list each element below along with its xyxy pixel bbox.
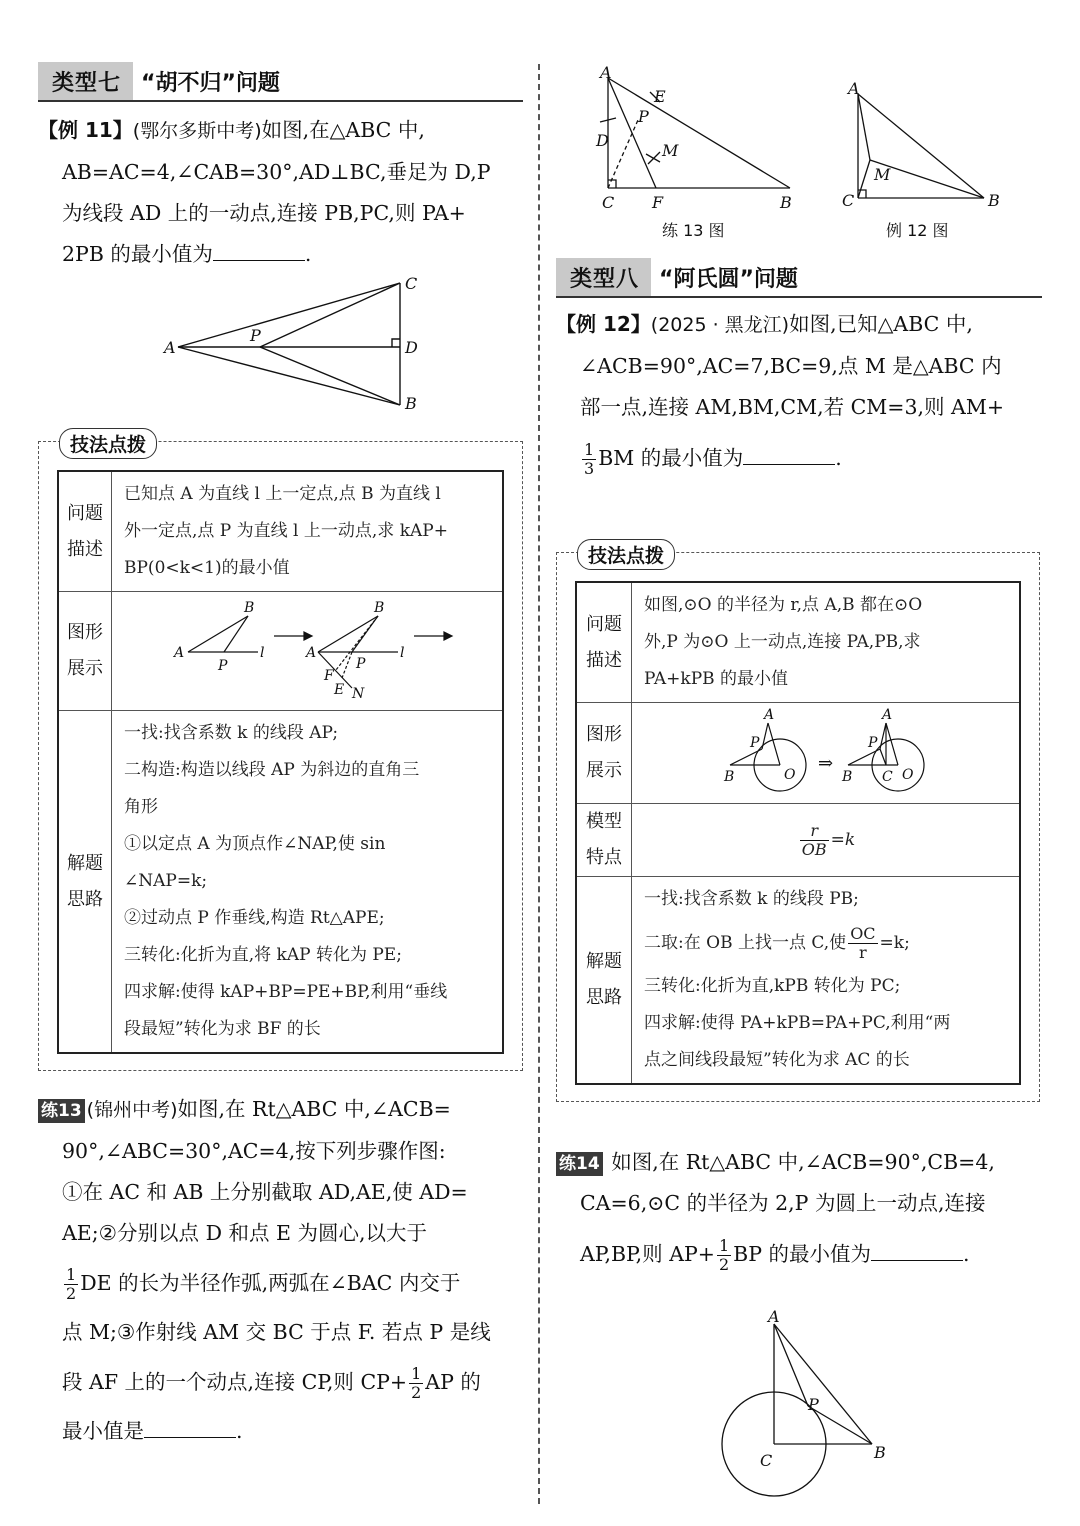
label-M: M xyxy=(662,141,679,160)
row-line: 角形 xyxy=(124,797,158,817)
practice-label: 练14 xyxy=(556,1152,603,1176)
tips-row-figure xyxy=(58,592,503,711)
label-B: B xyxy=(780,193,792,212)
label-C: C xyxy=(760,1451,773,1470)
row-head: 图形展示 xyxy=(576,703,632,804)
tips-row-solution xyxy=(576,877,1020,1085)
label-B: B xyxy=(724,769,735,785)
answer-blank[interactable] xyxy=(144,1417,236,1438)
label-l: l xyxy=(260,645,265,661)
label-A: A xyxy=(768,1307,780,1326)
practice-14 xyxy=(556,1142,1042,1284)
label-C: C xyxy=(842,191,855,210)
fraction xyxy=(717,1237,731,1274)
tips-label: 技法点拨 xyxy=(59,428,157,459)
tips-table xyxy=(57,470,504,1054)
label-P: P xyxy=(356,656,366,672)
frac-den: OB xyxy=(801,839,827,859)
problem-text: AP,BP,则 AP+ xyxy=(580,1242,715,1266)
problem-text: AE;②分别以点 D 和点 E 为圆心,以大于 xyxy=(62,1221,428,1245)
label-D: D xyxy=(405,338,418,357)
label-A: A xyxy=(764,707,775,723)
row-line: 四求解:使得 kAP+BP=PE+BP,利用“垂线 xyxy=(124,982,448,1002)
punctuation: . xyxy=(304,242,312,266)
example-source: (鄂尔多斯中考) xyxy=(132,120,262,142)
fraction xyxy=(582,441,596,478)
row-head: 解题思路 xyxy=(58,711,112,1054)
answer-blank[interactable] xyxy=(871,1240,963,1261)
label-B: B xyxy=(405,394,417,413)
label-P: P xyxy=(868,735,878,751)
frac-num: OC xyxy=(850,924,876,943)
tips-label: 技法点拨 xyxy=(577,539,675,570)
example-label: 【例 11】 xyxy=(38,118,133,142)
frac-num: 1 xyxy=(718,1236,730,1255)
label-M: M xyxy=(874,165,891,184)
frac-num: 1 xyxy=(411,1364,422,1383)
practice-13 xyxy=(38,1089,523,1452)
answer-blank[interactable] xyxy=(213,240,305,261)
tips-row-problem xyxy=(576,582,1020,703)
problem-text: AP 的 xyxy=(425,1370,481,1394)
row-line: ①以定点 A 为顶点作∠NAP,使 sin xyxy=(124,834,386,854)
row-line: 外一定点,点 P 为直线 l 上一动点,求 kAP+ xyxy=(124,521,448,541)
label-P: P xyxy=(808,1395,819,1414)
section-tag: 类型七 xyxy=(38,62,133,100)
row-head: 图形展示 xyxy=(58,592,112,711)
label-C: C xyxy=(405,277,418,293)
label-P: P xyxy=(250,326,261,345)
label-B: B xyxy=(842,769,853,785)
problem-text: 为线段 AD 上的一动点,连接 PB,PC,则 PA+ xyxy=(62,201,466,225)
punctuation: . xyxy=(835,446,842,470)
model-rhs: =k xyxy=(830,829,856,850)
figure-practice-13 xyxy=(586,62,846,242)
tips-row-model xyxy=(576,804,1020,877)
implies-arrow: ⇒ xyxy=(818,753,834,774)
frac-num: r xyxy=(800,822,829,841)
problem-text: 2PB 的最小值为 xyxy=(62,242,213,266)
label-A: A xyxy=(306,645,317,661)
row-line: ②过动点 P 作垂线,构造 Rt△APE; xyxy=(124,908,385,928)
practice-source: (锦州中考) xyxy=(86,1099,178,1121)
label-E: E xyxy=(334,682,345,698)
row-line: BP(0<k<1)的最小值 xyxy=(124,558,290,578)
row-line: 已知点 A 为直线 l 上一定点,点 B 为直线 l xyxy=(124,484,441,504)
practice-label: 练13 xyxy=(38,1099,85,1123)
row-line: 三转化:化折为直,将 kAP 转化为 PE; xyxy=(124,945,402,965)
label-B: B xyxy=(244,600,255,616)
row-line: 点之间线段最短”转化为求 AC 的长 xyxy=(644,1050,910,1070)
problem-text: BM 的最小值为 xyxy=(598,446,744,470)
row-line: 二构造:构造以线段 AP 为斜边的直角三 xyxy=(124,760,420,780)
frac-den: 3 xyxy=(584,459,595,478)
figure-caption: 例 12 图 xyxy=(886,221,949,240)
tips-row-figure xyxy=(576,703,1020,804)
row-line: 三转化:化折为直,kPB 转化为 PC; xyxy=(644,976,901,996)
section-type8-header xyxy=(556,260,1042,298)
section-type7-header xyxy=(38,64,523,102)
problem-text: AB=AC=4,∠CAB=30°,AD⊥BC,垂足为 D,P xyxy=(62,160,491,184)
label-F: F xyxy=(652,193,664,212)
row-head: 问题描述 xyxy=(58,471,112,592)
answer-blank[interactable] xyxy=(743,444,835,465)
problem-text: 段 AF 上的一个动点,连接 CP,则 CP+ xyxy=(62,1370,408,1394)
label-P: P xyxy=(750,735,760,751)
fraction xyxy=(848,925,877,962)
problem-text: 90°,∠ABC=30°,AC=4,按下列步骤作图: xyxy=(62,1139,446,1163)
label-B: B xyxy=(374,600,385,616)
label-P: P xyxy=(218,658,228,674)
row-line: 一找:找含系数 k 的线段 AP; xyxy=(124,723,339,743)
example-12 xyxy=(556,304,1042,488)
row-head: 模型特点 xyxy=(576,804,632,877)
label-l: l xyxy=(400,645,405,661)
example-source: (2025 · 黑龙江) xyxy=(650,314,790,336)
tips-table xyxy=(575,581,1021,1085)
label-O: O xyxy=(902,767,914,783)
row-line: 一找:找含系数 k 的线段 PB; xyxy=(644,889,859,909)
label-A: A xyxy=(882,707,893,723)
tips-box-left xyxy=(38,434,523,1071)
figure-apollonius-model xyxy=(632,703,1012,803)
figure-hubugui-model xyxy=(112,592,502,710)
problem-text: 最小值是 xyxy=(62,1419,144,1443)
punctuation: . xyxy=(963,1242,970,1266)
row-head: 解题思路 xyxy=(576,877,632,1085)
row-line: 外,P 为⊙O 上一动点,连接 PA,PB,求 xyxy=(644,632,921,652)
figure-caption: 练 13 图 xyxy=(662,221,725,240)
label-A: A xyxy=(164,338,176,357)
fraction xyxy=(409,1365,423,1402)
problem-text: 如图,在 Rt△ABC 中,∠ACB=90°,CB=4, xyxy=(611,1150,995,1174)
frac-den: 2 xyxy=(411,1383,422,1402)
section-title: “阿氏圆”问题 xyxy=(659,267,798,292)
left-column xyxy=(38,0,523,1452)
figure-practice-14 xyxy=(718,1306,918,1516)
label-B: B xyxy=(988,191,1000,210)
problem-text: 如图,在△ABC 中, xyxy=(261,118,425,142)
label-B: B xyxy=(874,1443,886,1462)
frac-den: r xyxy=(859,943,867,962)
tips-row-solution xyxy=(58,711,503,1054)
row-line: 四求解:使得 PA+kPB=PA+PC,利用“两 xyxy=(644,1013,951,1033)
problem-text: ∠ACB=90°,AC=7,BC=9,点 M 是△ABC 内 xyxy=(580,354,1002,378)
problem-text: BP 的最小值为 xyxy=(733,1242,872,1266)
figure-example-11 xyxy=(38,277,523,427)
row-line: =k; xyxy=(879,933,910,953)
section-title: “胡不归”问题 xyxy=(141,71,280,96)
figure-example-12 xyxy=(838,80,1008,240)
label-P: P xyxy=(638,107,649,126)
label-C: C xyxy=(602,193,615,212)
example-11 xyxy=(38,110,523,275)
tips-box-right xyxy=(556,545,1040,1102)
frac-num: 1 xyxy=(584,440,595,459)
fraction xyxy=(64,1266,78,1303)
frac-den: 2 xyxy=(718,1255,730,1274)
row-line: PA+kPB 的最小值 xyxy=(644,669,789,689)
problem-text: 如图,在 Rt△ABC 中,∠ACB= xyxy=(177,1097,451,1121)
problem-text: DE 的长为半径作弧,两弧在∠BAC 内交于 xyxy=(80,1271,461,1295)
row-line: ∠NAP=k; xyxy=(124,871,208,891)
label-D: D xyxy=(596,131,609,150)
label-E: E xyxy=(654,87,666,106)
frac-num: 1 xyxy=(66,1265,77,1284)
column-divider xyxy=(538,64,540,1504)
problem-text: 部一点,连接 AM,BM,CM,若 CM=3,则 AM+ xyxy=(580,395,1005,419)
punctuation: . xyxy=(236,1419,243,1443)
label-N: N xyxy=(352,686,365,702)
label-C: C xyxy=(882,769,893,785)
label-O: O xyxy=(784,767,796,783)
label-F: F xyxy=(324,668,334,684)
label-A: A xyxy=(600,63,612,82)
section-tag: 类型八 xyxy=(556,258,651,296)
row-line: 段最短”转化为求 BF 的长 xyxy=(124,1019,321,1039)
problem-text: ①在 AC 和 AB 上分别截取 AD,AE,使 AD= xyxy=(62,1180,468,1204)
example-label: 【例 12】 xyxy=(556,312,651,336)
row-head: 问题描述 xyxy=(576,582,632,703)
problem-text: CA=6,⊙C 的半径为 2,P 为圆上一动点,连接 xyxy=(580,1191,986,1215)
label-A: A xyxy=(848,80,860,98)
fraction xyxy=(800,822,829,859)
tips-row-problem xyxy=(58,471,503,592)
frac-den: 2 xyxy=(66,1284,77,1303)
label-A: A xyxy=(174,645,185,661)
row-line: 二取:在 OB 上找一点 C,使 xyxy=(644,933,847,953)
problem-text: 如图,已知△ABC 中, xyxy=(789,312,973,336)
row-line: 如图,⊙O 的半径为 r,点 A,B 都在⊙O xyxy=(644,595,923,615)
problem-text: 点 M;③作射线 AM 交 BC 于点 F. 若点 P 是线 xyxy=(62,1320,491,1344)
